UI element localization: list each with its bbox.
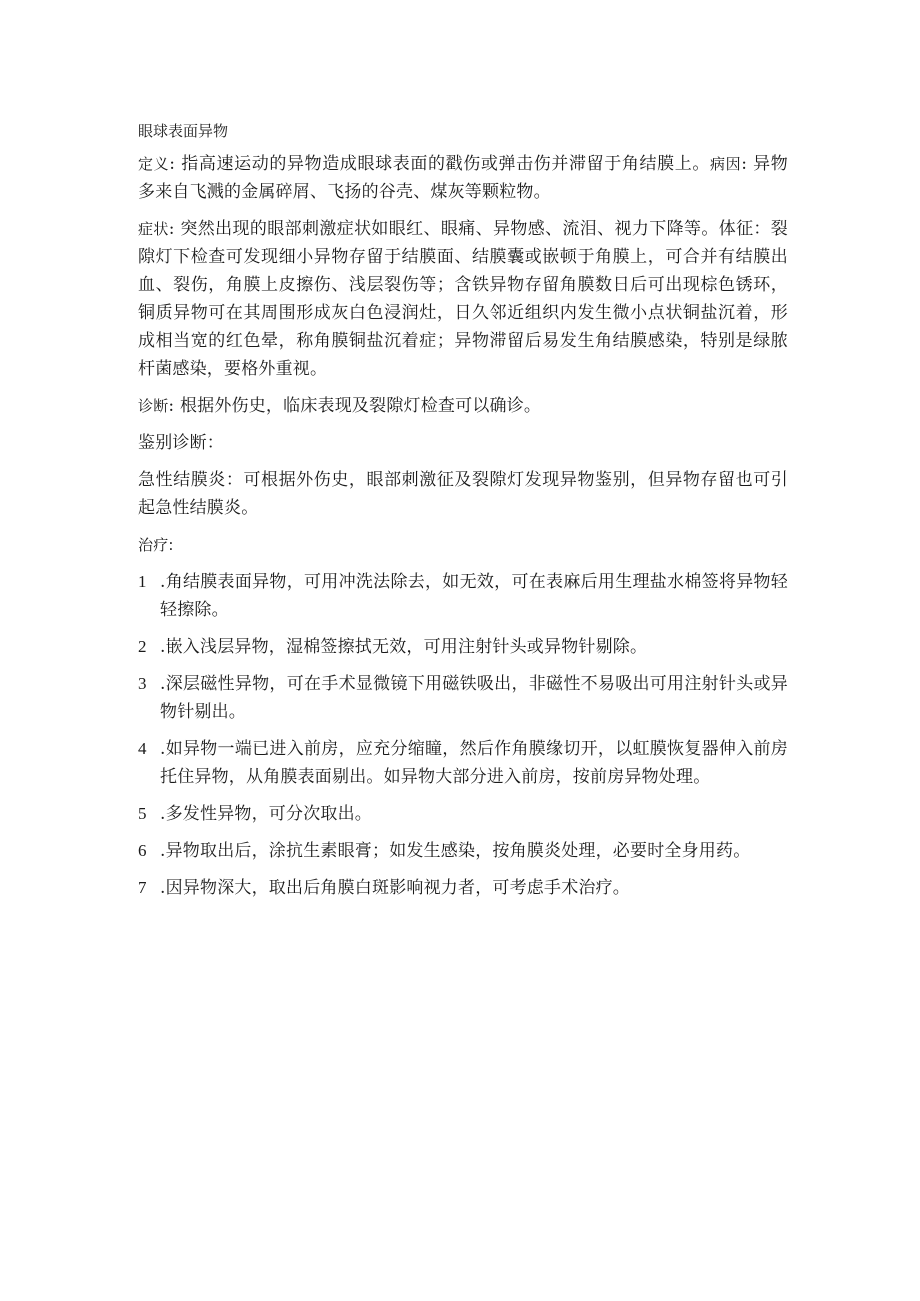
treatment-item-text: .嵌入浅层异物，湿棉签擦拭无效，可用注射针头或异物针剔除。 <box>160 637 648 657</box>
treatment-item-text: .深层磁性异物，可在手术显微镜下用磁铁吸出，非磁性不易吸出可用注射针头或异物针剔出。 <box>160 674 788 722</box>
symptoms-paragraph <box>138 215 788 383</box>
treatment-item-number: 2 <box>138 637 147 656</box>
symptoms-label: 症状 <box>138 220 169 238</box>
differential-paragraph: 急性结膜炎：可根据外伤史，眼部刺激征及裂隙灯发现异物鉴别，但异物存留也可引起急性结膜炎。 <box>138 470 788 518</box>
diagnosis-paragraph <box>138 392 788 420</box>
treatment-item-number: 3 <box>138 674 147 693</box>
treatment-item <box>138 800 788 828</box>
treatment-item <box>138 568 788 624</box>
diagnosis-label: 诊断 <box>138 397 169 415</box>
definition-text: : 指高速运动的异物造成眼球表面的戳伤或弹击伤并滞留于角结膜上。 <box>169 154 710 174</box>
differential-heading <box>138 429 788 457</box>
diagnosis-text: : 根据外伤史，临床表现及裂隙灯检查可以确诊。 <box>168 396 542 416</box>
treatment-item <box>138 735 788 791</box>
treatment-item-number: 4 <box>138 739 147 758</box>
treatment-item-text: .多发性异物，可分次取出。 <box>160 804 373 824</box>
symptoms-text: : 突然出现的眼部刺激症状如眼红、眼痛、异物感、流泪、视力下降等。体征：裂隙灯下检查可发现细小异物存留于结膜面、结膜囊或嵌顿于角膜上，可合并有结膜出血、裂伤，角膜上皮擦伤、浅层裂伤等；含铁异物存留角膜数日后可出现棕色锈环，铜质异物可在其周围形成灰白色浸润灶，日久邻近组织内发生微小点状铜盐沉着，形成相当宽的红色晕，称角膜铜盐沉着症；异物滞留后易发生角结膜感染，特别是绿脓杆菌感染，要格外重视。 <box>138 219 788 379</box>
treatment-item-text: .如异物一端已进入前房，应充分缩瞳，然后作角膜缘切开，以虹膜恢复器伸入前房托住异物，从角膜表面剔出。如异物大部分进入前房，按前房异物处理。 <box>160 739 788 787</box>
treatment-item-text: .角结膜表面异物，可用冲洗法除去，如无效，可在表麻后用生理盐水棉签将异物轻轻擦除。 <box>160 572 788 620</box>
treatment-label: 治疗 <box>138 536 169 554</box>
treatment-item <box>138 670 788 726</box>
treatment-colon: : <box>168 536 174 554</box>
treatment-item-number: 7 <box>138 878 147 897</box>
treatment-item <box>138 837 788 865</box>
definition-label: 定义 <box>138 155 170 173</box>
treatment-item-text: .因异物深大，取出后角膜白斑影响视力者，可考虑手术治疗。 <box>160 878 631 898</box>
document-content <box>138 118 788 911</box>
treatment-item-number: 6 <box>138 841 147 860</box>
cause-label: 病因 <box>709 155 742 173</box>
page-title: 眼球表面异物 <box>138 122 229 140</box>
cause-text: : 异物多来自飞溅的金属碎屑、飞扬的谷壳、煤灰等颗粒物。 <box>138 154 788 202</box>
treatment-item <box>138 633 788 661</box>
treatment-item-text: .异物取出后，涂抗生素眼膏；如发生感染，按角膜炎处理，必要时全身用药。 <box>160 841 751 861</box>
treatment-item <box>138 874 788 902</box>
treatment-item-number: 5 <box>138 804 147 823</box>
differential-label: 鉴别诊断： <box>138 433 224 453</box>
definition-paragraph <box>138 150 788 206</box>
treatment-heading <box>138 531 788 559</box>
treatment-item-number: 1 <box>138 572 147 591</box>
